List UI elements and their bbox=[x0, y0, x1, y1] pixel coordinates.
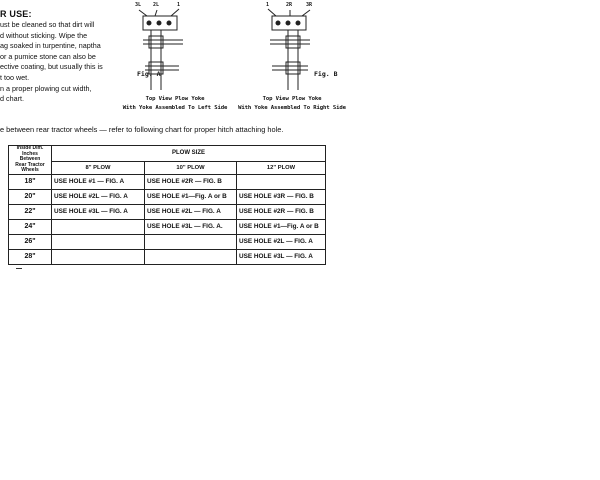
plow-yoke-left-drawing bbox=[125, 0, 245, 95]
care-line-4: or a pumice stone can also be bbox=[0, 51, 96, 61]
cell-8-plow: USE HOLE #2L — FIG. A bbox=[52, 189, 145, 204]
cell-10-plow: USE HOLE #2R — FIG. B bbox=[145, 174, 237, 189]
care-heading: R USE: bbox=[0, 9, 32, 19]
care-line-2: d without sticking. Wipe the bbox=[0, 30, 88, 40]
plow-yoke-right-drawing bbox=[232, 0, 352, 95]
fig-b-caption-1: Top View Plow Yoke bbox=[262, 96, 322, 102]
dim-header-line-3: Between bbox=[19, 156, 41, 163]
fig-a-hole-label-1: 1 bbox=[177, 2, 181, 8]
table-row bbox=[9, 174, 326, 189]
header-10-plow: 10" PLOW bbox=[145, 161, 237, 174]
care-line-3: ag soaked in turpentine, naptha bbox=[0, 41, 101, 51]
plow-instructions bbox=[0, 84, 128, 105]
care-line-5: ective coating, but usually this is bbox=[0, 62, 103, 72]
cell-10-plow bbox=[145, 234, 237, 249]
fig-b-hole-label-3r: 3R bbox=[306, 2, 313, 8]
cell-10-plow: USE HOLE #3L — FIG. A. bbox=[145, 219, 237, 234]
fig-a-hole-label-2l: 2L bbox=[153, 2, 160, 8]
dim-header-line-2: Inches bbox=[22, 150, 38, 157]
cell-8-plow bbox=[52, 234, 145, 249]
figure-b bbox=[232, 0, 352, 120]
hitch-hole-chart bbox=[8, 145, 326, 265]
dim-header-line-4: Rear Tractor bbox=[15, 161, 45, 168]
cell-12-plow: USE HOLE #2L — FIG. A bbox=[237, 234, 326, 249]
cell-12-plow: USE HOLE #2R — FIG. B bbox=[237, 204, 326, 219]
row-size: 26" bbox=[9, 234, 52, 249]
fig-b-caption-2: With Yoke Assembled To Right Side bbox=[238, 105, 346, 111]
table-row bbox=[9, 234, 326, 249]
cell-12-plow: USE HOLE #3L — FIG. A bbox=[237, 249, 326, 264]
chart-intro-text: e between rear tractor wheels — refer to following chart for proper hitch attaching hole. bbox=[0, 125, 284, 134]
table-row bbox=[9, 219, 326, 234]
plow-line-1: n a proper plowing cut width, bbox=[0, 84, 92, 93]
fig-b-label: Fig. B bbox=[314, 70, 338, 78]
plow-size-header: PLOW SIZE bbox=[52, 146, 326, 162]
care-instructions bbox=[0, 9, 128, 84]
cell-12-plow: USE HOLE #3R — FIG. B bbox=[237, 189, 326, 204]
cell-8-plow bbox=[52, 249, 145, 264]
dim-header-line-5: Wheels bbox=[21, 167, 39, 174]
table-row bbox=[9, 249, 326, 264]
figure-a bbox=[122, 0, 245, 120]
fig-a-caption-2: With Yoke Assembled To Left Side bbox=[122, 105, 228, 111]
care-line-1: ust be cleaned so that dirt will bbox=[0, 20, 95, 29]
cell-8-plow bbox=[52, 219, 145, 234]
dim-header-line-1: Inside Dim. bbox=[16, 145, 44, 151]
row-size: 24" bbox=[9, 219, 52, 234]
table-row bbox=[9, 189, 326, 204]
table-row bbox=[9, 204, 326, 219]
fig-a-label: Fig. A bbox=[137, 70, 161, 78]
fig-a-caption-1: Top View Plow Yoke bbox=[145, 96, 205, 102]
cell-12-plow bbox=[237, 174, 326, 189]
cell-8-plow: USE HOLE #3L — FIG. A bbox=[52, 204, 145, 219]
dim-header bbox=[9, 146, 52, 175]
cell-8-plow: USE HOLE #1 — FIG. A bbox=[52, 174, 145, 189]
care-line-6: t too wet. bbox=[0, 72, 30, 82]
fig-a-hole-label-3l: 3L bbox=[135, 2, 142, 8]
cell-10-plow bbox=[145, 249, 237, 264]
row-size: 20" bbox=[9, 189, 52, 204]
row-size: 28" bbox=[9, 249, 52, 264]
plow-line-2: d chart. bbox=[0, 94, 24, 104]
fig-b-hole-label-2r: 2R bbox=[286, 2, 293, 8]
page-mark-dash bbox=[16, 268, 22, 269]
cell-12-plow: USE HOLE #1—Fig. A or B bbox=[237, 219, 326, 234]
row-size: 18" bbox=[9, 174, 52, 189]
cell-10-plow: USE HOLE #2L — FIG. A bbox=[145, 204, 237, 219]
header-12-plow: 12" PLOW bbox=[237, 161, 326, 174]
header-8-plow: 8" PLOW bbox=[52, 161, 145, 174]
cell-10-plow: USE HOLE #1—Fig. A or B bbox=[145, 189, 237, 204]
row-size: 22" bbox=[9, 204, 52, 219]
fig-b-hole-label-1: 1 bbox=[266, 2, 270, 8]
